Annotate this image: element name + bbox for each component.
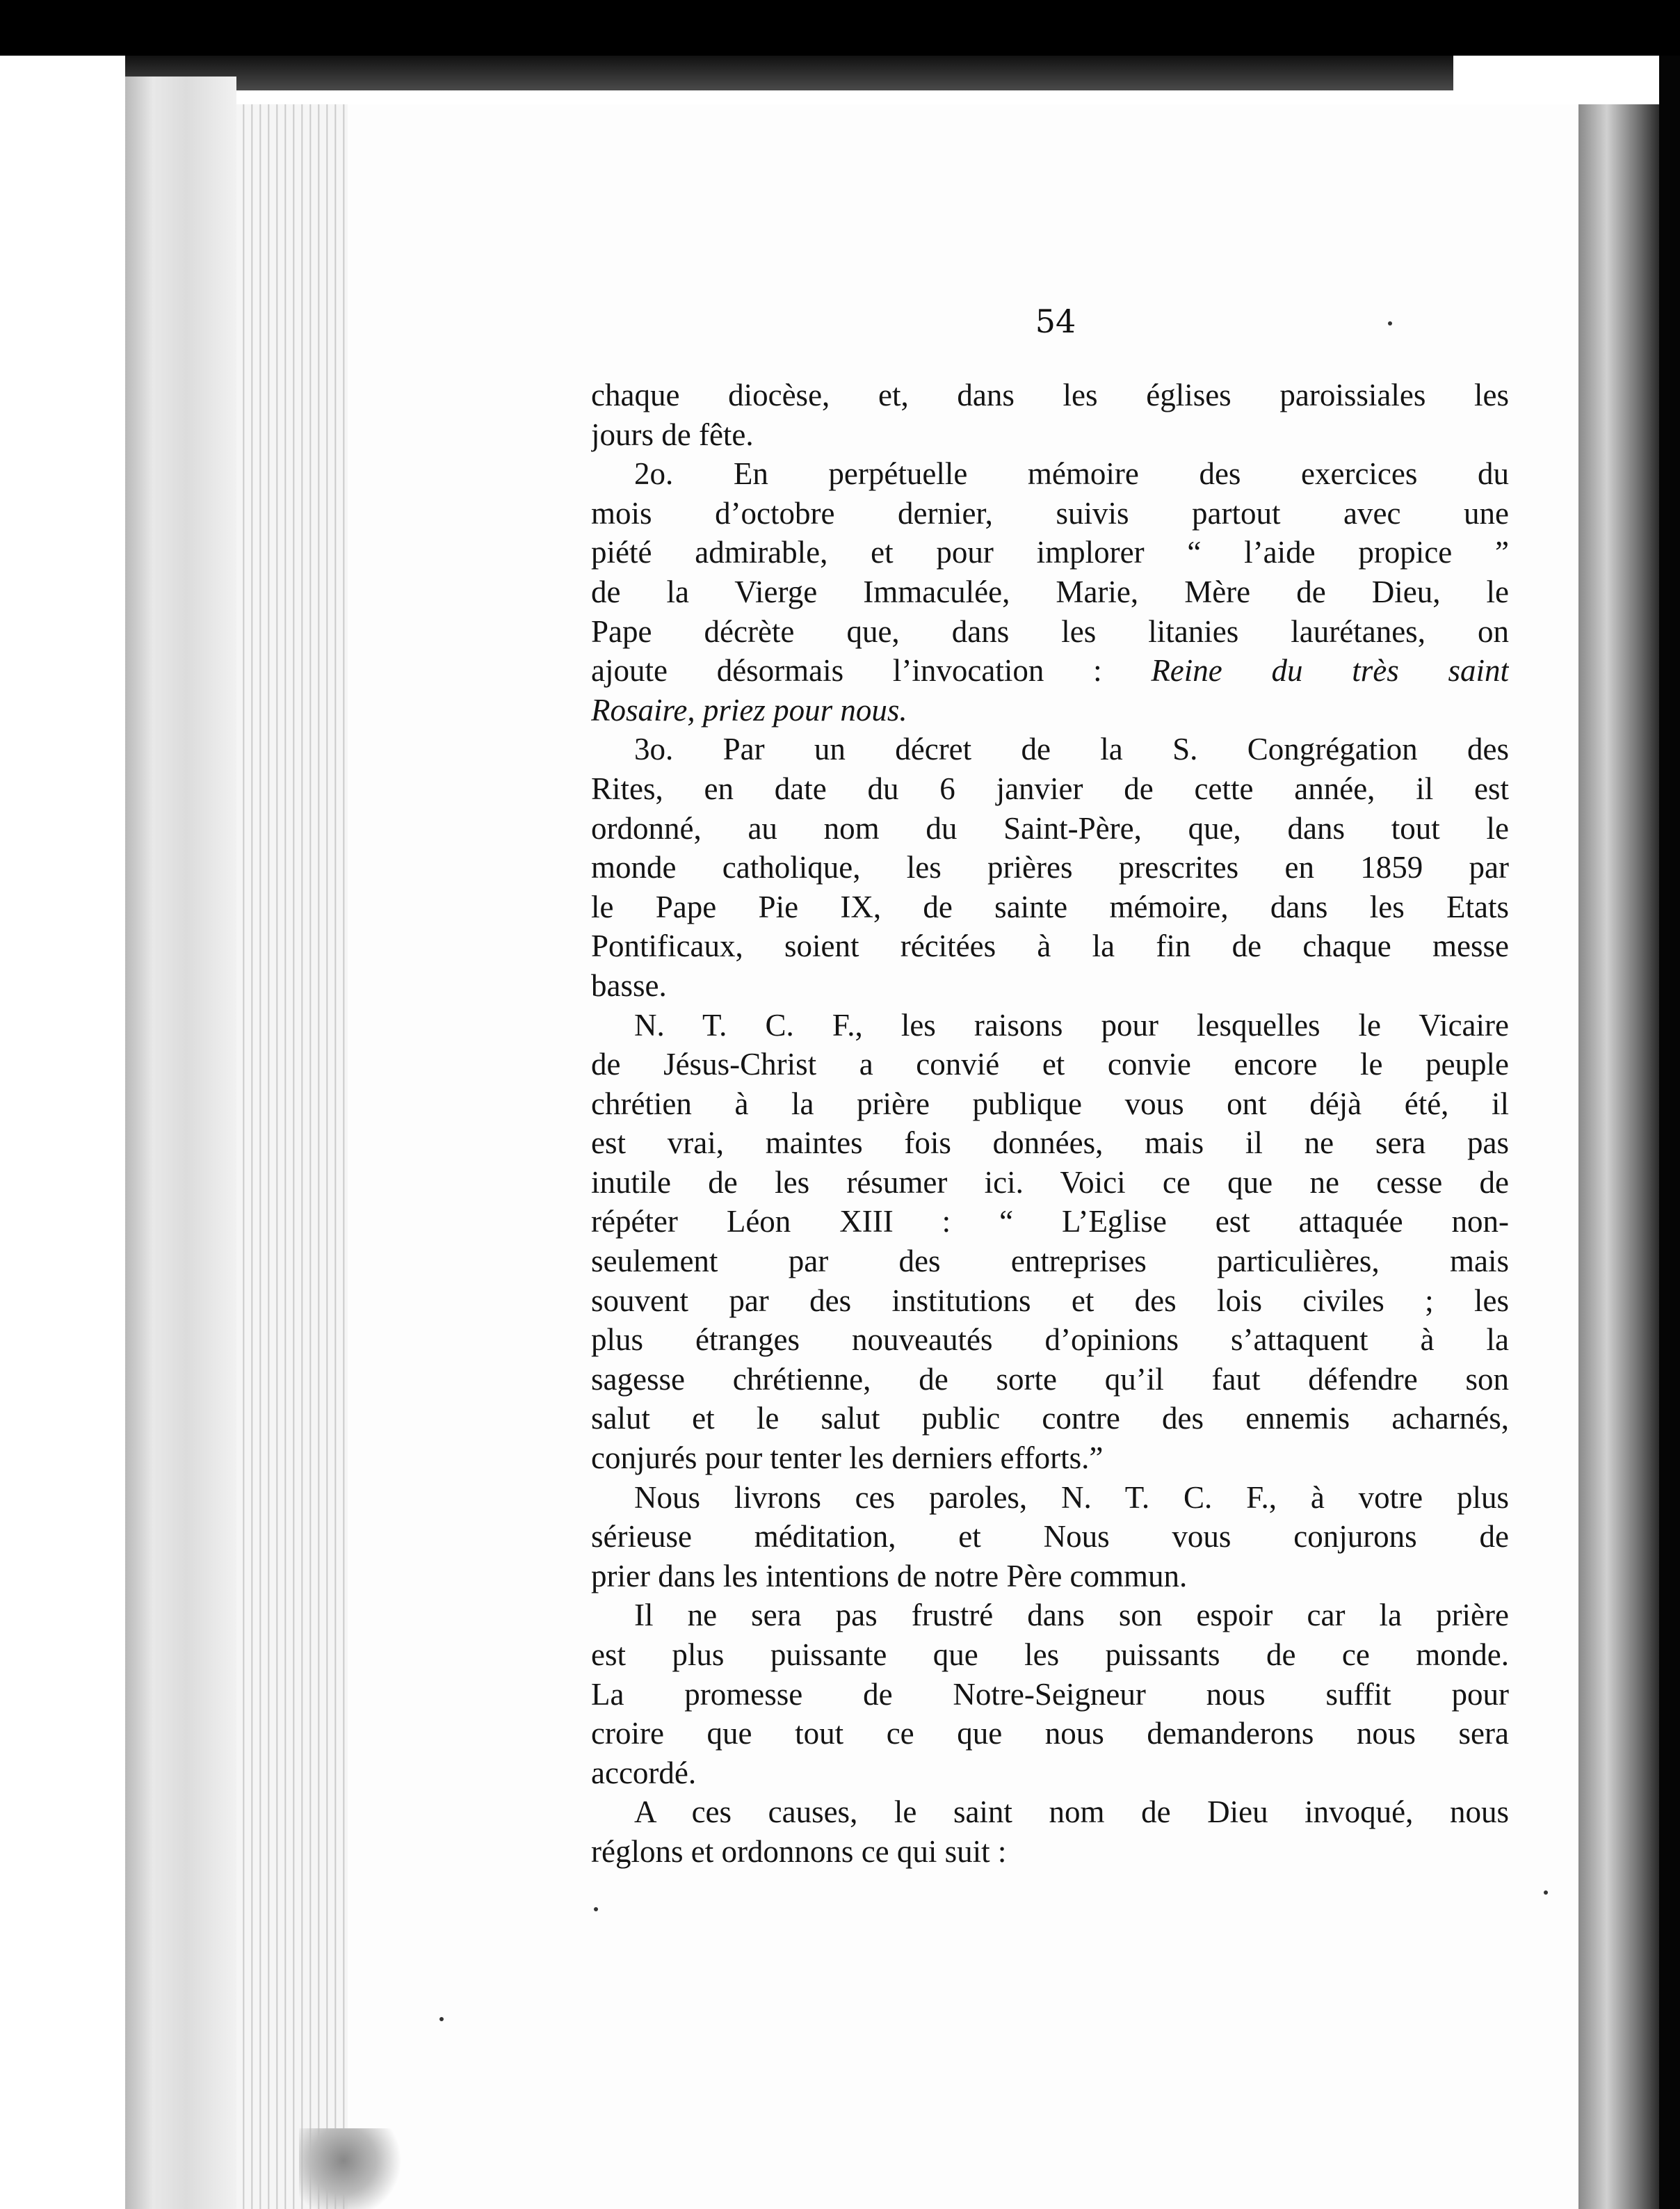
text-line	[591, 926, 1509, 966]
text-line	[591, 1399, 1509, 1438]
text-line	[591, 376, 1509, 415]
text-line	[591, 1163, 1509, 1203]
text-line-roman: Il ne sera pas frustré dans son espoir car la prière	[634, 1598, 1509, 1633]
text-line	[591, 612, 1509, 652]
text-line-roman: monde catholique, les prières prescrites en 1859 par	[591, 850, 1509, 885]
book-page-stack-left	[125, 77, 236, 2209]
text-line-roman: Pontificaux, soient récitées à la fin de chaque messe	[591, 929, 1509, 964]
scan-border-right	[1659, 56, 1680, 2209]
text-line	[591, 454, 1509, 494]
text-line-roman: salut et le salut public contre des ennemis acharnés,	[591, 1401, 1509, 1436]
text-line-roman: Nous livrons ces paroles, N. T. C. F., à votre plus	[634, 1479, 1509, 1515]
text-line-roman: de la Vierge Immaculée, Marie, Mère de Dieu, le	[591, 574, 1509, 609]
text-line	[591, 1360, 1509, 1399]
text-line-roman: accordé.	[591, 1755, 697, 1790]
scan-smudge	[299, 2128, 410, 2209]
text-line	[591, 494, 1509, 533]
text-line	[591, 1242, 1509, 1281]
text-line-italic: Reine du très saint	[1151, 653, 1509, 689]
text-line	[591, 966, 1509, 1006]
text-line	[591, 1478, 1509, 1518]
text-line-roman: souvent par des institutions et des lois civiles ; les	[591, 1283, 1509, 1318]
text-line-roman: sérieuse méditation, et Nous vous conjurons de	[591, 1519, 1509, 1555]
text-line-roman: chrétien à la prière publique vous ont déjà été, il	[591, 1086, 1509, 1121]
text-line-roman: basse.	[591, 967, 667, 1003]
text-line-roman: ordonné, au nom du Saint-Père, que, dans tout le	[591, 810, 1509, 846]
text-line	[591, 1635, 1509, 1675]
text-line	[591, 1438, 1509, 1478]
page-edges-left	[236, 104, 348, 2209]
text-line-roman: jours de fête.	[591, 417, 754, 452]
text-line	[591, 1792, 1509, 1832]
text-line	[591, 1517, 1509, 1557]
text-line	[591, 1123, 1509, 1163]
scan-border-top	[0, 0, 1680, 56]
text-line-roman: mois d’octobre dernier, suivis partout avec une	[591, 495, 1509, 531]
text-line	[591, 1753, 1509, 1793]
text-line	[591, 887, 1509, 927]
text-line	[591, 415, 1509, 455]
text-line-roman: chaque diocèse, et, dans les églises paroissiales les	[591, 378, 1509, 412]
dust-speck	[1544, 1890, 1548, 1895]
text-line	[591, 691, 1509, 730]
text-line-roman: ajoute désormais l’invocation :	[591, 653, 1152, 689]
text-line-roman: conjurés pour tenter les derniers efforts.”	[591, 1440, 1104, 1476]
book-edge-right	[1578, 104, 1659, 2209]
text-line	[591, 1714, 1509, 1753]
text-line-roman: plus étranges nouveautés d’opinions s’attaquent à la	[591, 1322, 1509, 1358]
dust-speck	[1388, 321, 1392, 326]
text-line-roman: sagesse chrétienne, de sorte qu’il faut défendre son	[591, 1361, 1509, 1397]
text-line-roman: de Jésus-Christ a convié et convie encore le peuple	[591, 1047, 1509, 1082]
text-line-roman: La promesse de Notre-Seigneur nous suffit pour	[591, 1676, 1509, 1712]
text-line	[591, 1675, 1509, 1714]
book-top-edge	[125, 56, 1453, 90]
text-line-roman: N. T. C. F., les raisons pour lesquelles le Vicaire	[634, 1007, 1509, 1043]
text-line-roman: réglons et ordonnons ce qui suit :	[591, 1833, 1007, 1869]
text-line	[591, 1281, 1509, 1321]
text-line	[591, 1320, 1509, 1360]
text-line	[591, 1084, 1509, 1124]
text-line	[591, 1557, 1509, 1596]
text-line	[591, 769, 1509, 809]
dust-speck	[439, 2017, 444, 2021]
text-line-roman: piété admirable, et pour implorer “ l’aide propice ”	[591, 535, 1509, 570]
text-line-roman: est plus puissante que les puissants de ce monde.	[591, 1637, 1509, 1672]
text-line-roman: 2o. En perpétuelle mémoire des exercices du	[634, 456, 1509, 492]
dust-speck	[594, 1907, 598, 1911]
text-line-roman: croire que tout ce que nous demanderons nous sera	[591, 1716, 1509, 1751]
text-line-roman: inutile de les résumer ici. Voici ce que ne cesse de	[591, 1164, 1509, 1200]
text-line-roman: prier dans les intentions de notre Père commun.	[591, 1558, 1188, 1593]
text-line-roman: A ces causes, le saint nom de Dieu invoqué, nous	[634, 1794, 1509, 1830]
text-line	[591, 1596, 1509, 1635]
text-line-roman: Rites, en date du 6 janvier de cette année, il est	[591, 771, 1509, 806]
text-line-roman: seulement par des entreprises particulières, mais	[591, 1244, 1509, 1279]
text-line	[591, 809, 1509, 849]
text-line-roman: Pape décrète que, dans les litanies laurétanes, on	[591, 613, 1509, 649]
text-line	[591, 1832, 1509, 1872]
body-text	[591, 376, 1509, 1872]
text-line-roman: est vrai, maintes fois données, mais il ne sera pas	[591, 1125, 1509, 1161]
text-line	[591, 651, 1509, 691]
text-line	[591, 1045, 1509, 1084]
text-line	[591, 1202, 1509, 1242]
page-number: 54	[1035, 303, 1076, 340]
text-line	[591, 1006, 1509, 1045]
text-line-roman: le Pape Pie IX, de sainte mémoire, dans les Etats	[591, 889, 1509, 924]
text-line	[591, 730, 1509, 769]
text-line	[591, 572, 1509, 612]
text-line-italic: Rosaire, priez pour nous.	[591, 692, 907, 728]
text-line	[591, 533, 1509, 572]
text-line	[591, 848, 1509, 887]
text-line-roman: répéter Léon XIII : “ L’Eglise est attaquée non-	[591, 1204, 1509, 1239]
text-line-roman: 3o. Par un décret de la S. Congrégation des	[634, 732, 1509, 767]
